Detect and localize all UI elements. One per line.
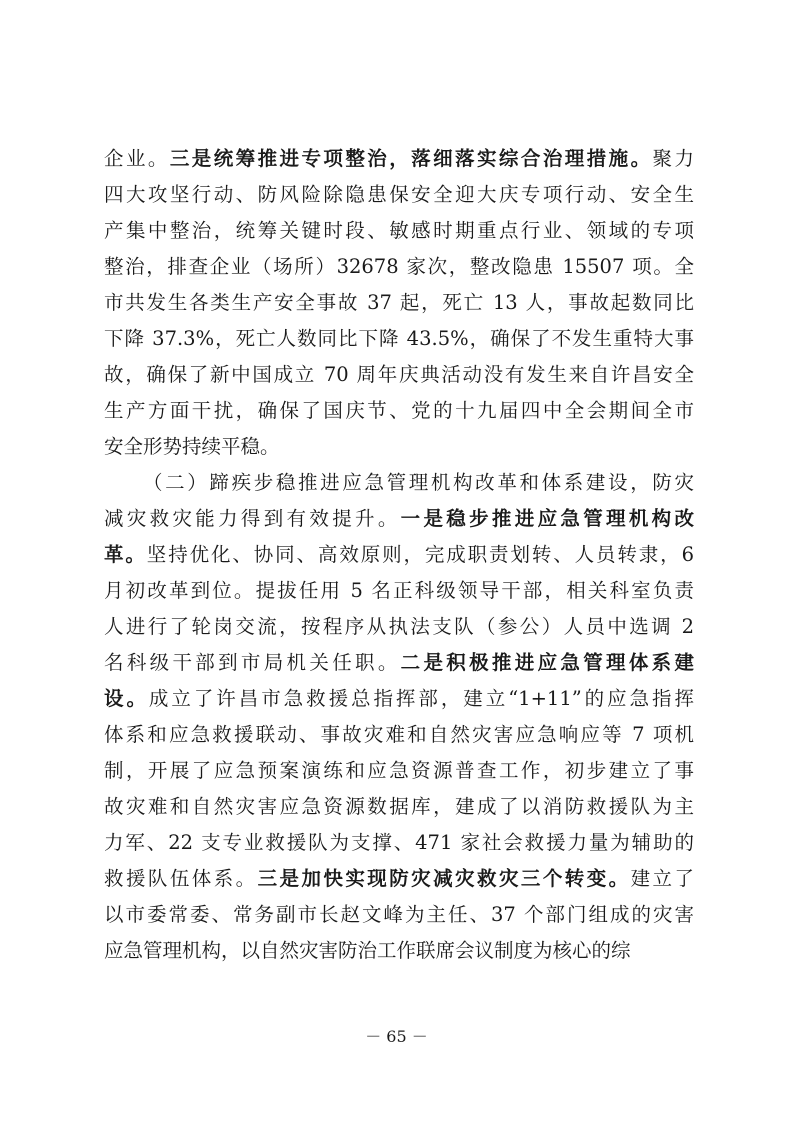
text-segment: 成立了许昌市急救援总指挥部，建立“1+11”的应急指挥 (148, 687, 694, 710)
text-segment: 四大攻坚行动、防风险除隐患保安全迎大庆专项行动、安全生 (104, 183, 694, 206)
text-segment: 月初改革到位。提拔任用 5 名正科级领导干部，相关科室负责 (104, 579, 694, 602)
bold-text-segment: 三是统筹推进专项整治，落细落实综合治理措施。 (169, 147, 653, 170)
text-segment: 建立了 (630, 867, 694, 890)
text-line (104, 573, 694, 609)
text-line (104, 141, 694, 177)
bold-text-segment: 三是加快实现防灾减灾救灾三个转变。 (257, 867, 631, 890)
text-segment: 聚力 (652, 147, 694, 170)
text-line (104, 789, 694, 825)
text-line (104, 897, 694, 933)
text-segment: 故，确保了新中国成立 70 周年庆典活动没有发生来自许昌安全 (104, 363, 694, 386)
text-segment: （二）蹄疾步稳推进应急管理机构改革和体系建设，防灾 (143, 471, 694, 494)
text-line (104, 249, 694, 285)
text-segment: 市共发生各类生产安全事故 37 起，死亡 13 人，事故起数同比 (104, 291, 694, 314)
bold-text-segment: 革。 (104, 543, 147, 566)
text-segment: 名科级干部到市局机关任职。 (104, 651, 401, 674)
text-line (104, 465, 694, 501)
text-segment: 制，开展了应急预案演练和应急资源普查工作，初步建立了事 (104, 759, 694, 782)
text-line (104, 717, 694, 753)
text-line (104, 321, 694, 357)
text-segment: 产集中整治，统筹关键时段、敏感时期重点行业、领域的专项 (104, 219, 694, 242)
text-line (104, 357, 694, 393)
text-segment: 救援队伍体系。 (104, 867, 258, 890)
text-line (104, 861, 694, 897)
bold-text-segment: 一是稳步推进应急管理机构改 (400, 507, 694, 530)
text-line (104, 177, 694, 213)
text-segment: 企业。 (104, 147, 170, 170)
text-segment: 坚持优化、协同、高效原则，完成职责划转、人员转隶，6 (146, 543, 694, 566)
text-line (104, 393, 694, 429)
text-segment: 人进行了轮岗交流，按程序从执法支队（参公）人员中选调 2 (104, 615, 694, 638)
page-number: － 65 － (365, 1027, 428, 1046)
text-line (104, 429, 694, 465)
text-segment: 整治，排查企业（场所）32678 家次，整改隐患 15507 项。全 (104, 255, 694, 278)
text-line (104, 213, 694, 249)
text-segment: 生产方面干扰，确保了国庆节、党的十九届四中全会期间全市 (104, 399, 694, 422)
text-segment: 应急管理机构，以自然灾害防治工作联席会议制度为核心的综 (104, 939, 631, 962)
text-line (104, 285, 694, 321)
text-segment: 以市委常委、常务副市长赵文峰为主任、37 个部门组成的灾害 (104, 903, 694, 926)
text-line (104, 753, 694, 789)
text-segment: 故灾难和自然灾害应急资源数据库，建成了以消防救援队为主 (104, 795, 694, 818)
text-line (104, 537, 694, 573)
text-segment: 体系和应急救援联动、事故灾难和自然灾害应急响应等 7 项机 (104, 723, 694, 746)
text-segment: 下降 37.3%，死亡人数同比下降 43.5%，确保了不发生重特大事 (104, 327, 694, 350)
text-line (104, 933, 694, 969)
text-line (104, 825, 694, 861)
text-segment: 减灾救灾能力得到有效提升。 (104, 507, 401, 530)
body-text (104, 141, 694, 969)
bold-text-segment: 设。 (104, 687, 149, 710)
text-line (104, 681, 694, 717)
text-segment: 安全形势持续平稳。 (104, 435, 280, 458)
text-line (104, 609, 694, 645)
text-line (104, 501, 694, 537)
text-line (104, 645, 694, 681)
text-segment: 力军、22 支专业救援队为支撑、471 家社会救援力量为辅助的 (104, 831, 694, 854)
bold-text-segment: 二是积极推进应急管理体系建 (400, 651, 694, 674)
